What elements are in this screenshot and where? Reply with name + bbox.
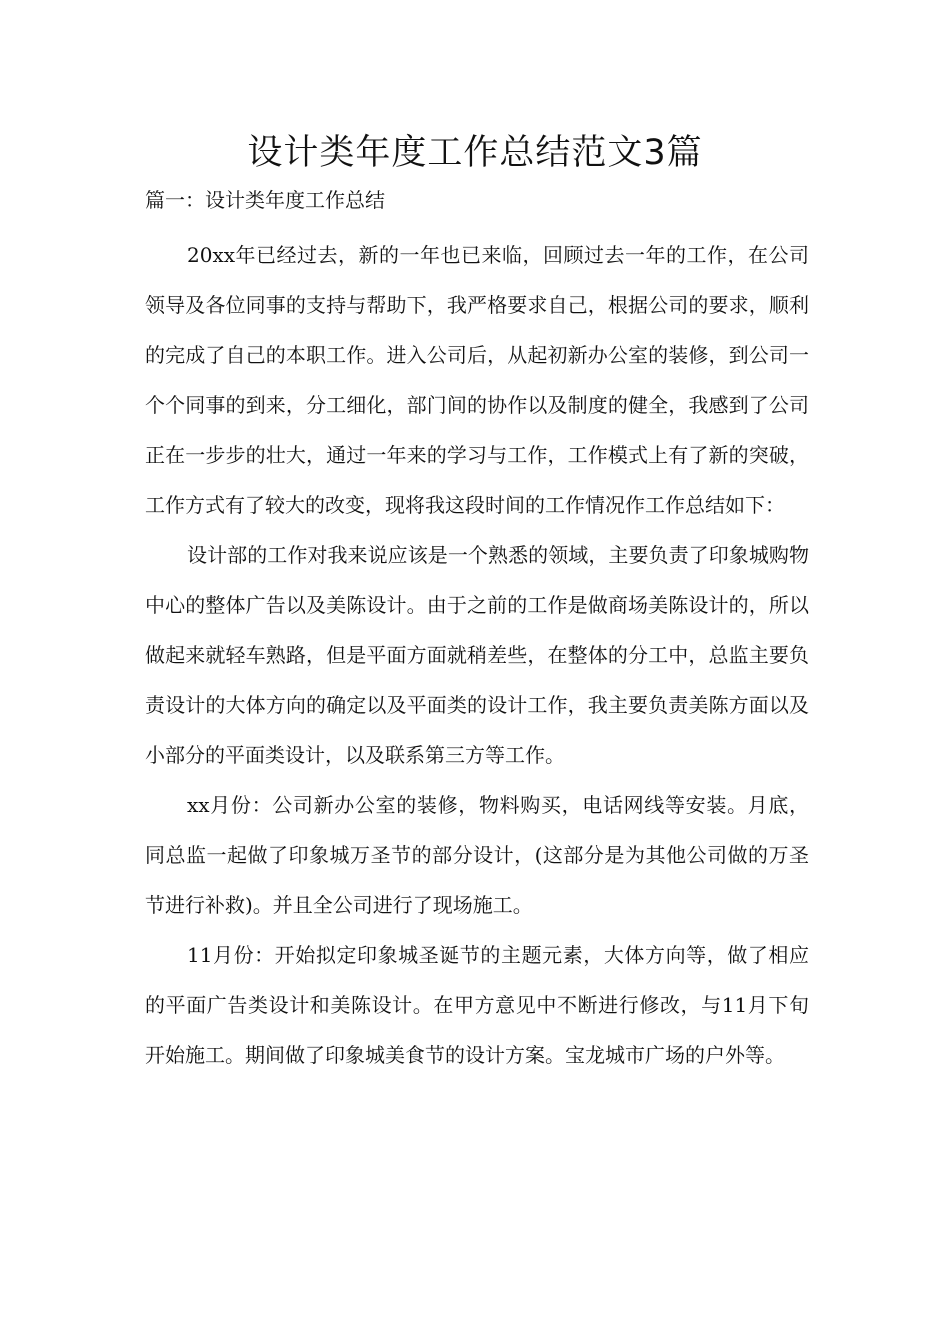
section-heading: 篇一：设计类年度工作总结 xyxy=(145,188,385,212)
paragraph-month-xx: xx月份：公司新办公室的装修，物料购买，电话网线等安装。月底，同总监一起做了印象城万圣节的部分设计，(这部分是为其他公司做的万圣节进行补救)。并且全公司进行了现场施工。 xyxy=(145,793,809,917)
paragraph-intro: 20xx年已经过去，新的一年也已来临，回顾过去一年的工作，在公司领导及各位同事的支持与帮助下，我严格要求自己，根据公司的要求，顺利的完成了自己的本职工作。进入公司后，从起初新办公室的装修，到公司一个个同事的到来，分工细化，部门间的协作以及制度的健全，我感到了公司正在一步步的壮大，通过一年来的学习与工作，工作模式上有了新的突破，工作方式有了较大的改变，现将我这段时间的工作情况作工作总结如下： xyxy=(145,243,809,517)
paragraph-month-11: 11月份：开始拟定印象城圣诞节的主题元素，大体方向等，做了相应的平面广告类设计和美陈设计。在甲方意见中不断进行修改，与11月下旬开始施工。期间做了印象城美食节的设计方案。宝龙城市广场的户外等。 xyxy=(145,943,809,1067)
document-title: 设计类年度工作总结范文3篇 xyxy=(247,133,703,173)
document-body xyxy=(145,230,809,1080)
paragraph-responsibilities: 设计部的工作对我来说应该是一个熟悉的领域，主要负责了印象城购物中心的整体广告以及美陈设计。由于之前的工作是做商场美陈设计的，所以做起来就轻车熟路，但是平面方面就稍差些，在整体的分工中，总监主要负责设计的大体方向的确定以及平面类的设计工作，我主要负责美陈方面以及小部分的平面类设计，以及联系第三方等工作。 xyxy=(145,543,809,767)
